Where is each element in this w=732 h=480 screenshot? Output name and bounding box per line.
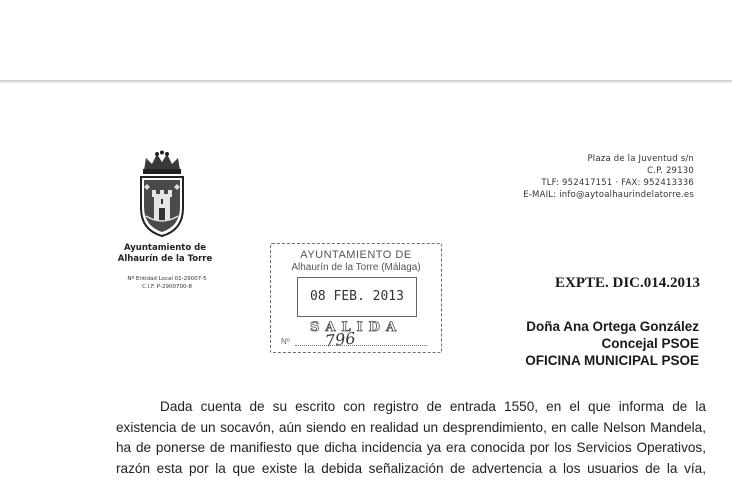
body-line-3: ha de ponerse de manifiesto que dicha incidencia ya era conocida por los Servicios Operativos, xyxy=(116,440,706,455)
recipient-name: Doña Ana Ortega González xyxy=(526,319,699,334)
stamp-date-box xyxy=(297,277,417,317)
contact-email: E-MAIL: info@aytoalhaurindelatorre.es xyxy=(523,190,694,200)
letter-body xyxy=(116,397,706,479)
contact-address: Plaza de la Juventud s/n xyxy=(587,154,694,164)
recipient-office: OFICINA MUNICIPAL PSOE xyxy=(525,353,699,368)
stamp-number-label: Nº xyxy=(281,337,290,346)
contact-postal-code: C.P. 29130 xyxy=(647,166,694,176)
registry-stamp xyxy=(270,243,442,353)
recipient-block xyxy=(525,318,699,369)
stamp-title: AYUNTAMIENTO DE xyxy=(300,249,412,261)
organization-name-line2: Alhaurín de la Torre xyxy=(117,254,213,264)
coat-of-arms-icon xyxy=(132,150,192,238)
stamp-type: SALIDA xyxy=(309,320,403,335)
recipient-role: Concejal PSOE xyxy=(601,336,699,351)
scan-top-margin xyxy=(0,0,732,82)
body-line-2: existencia de un socavón, aún siendo en realidad un desprendimiento, en calle Nelson Mandela, xyxy=(116,419,706,435)
organization-name-line1: Ayuntamiento de xyxy=(123,243,207,253)
case-reference: EXPTE. DIC.014.2013 xyxy=(554,275,700,291)
body-line-1: Dada cuenta de su escrito con registro de entrada 1550, en el que informa de la xyxy=(160,399,706,414)
stamp-number-line xyxy=(295,345,427,346)
stamp-subtitle: Alhaurín de la Torre (Málaga) xyxy=(291,262,421,273)
stamp-number-handwritten: 796 xyxy=(324,328,357,351)
entity-number: Nº Entidad Local 01-29007-5 xyxy=(127,276,207,282)
organization-name xyxy=(100,243,230,265)
organization-identifiers xyxy=(108,275,226,291)
stamp-date: 08 FEB. 2013 xyxy=(310,289,404,304)
tax-id: C.I.F. P-2900700-8 xyxy=(142,284,192,290)
body-line-4: razón esta por la que existe la debida señalización de advertencia a los usuarios de la vía, xyxy=(116,460,706,476)
contact-block xyxy=(523,153,694,201)
contact-phone-fax: TLF: 952417151 · FAX: 952413336 xyxy=(541,178,694,188)
